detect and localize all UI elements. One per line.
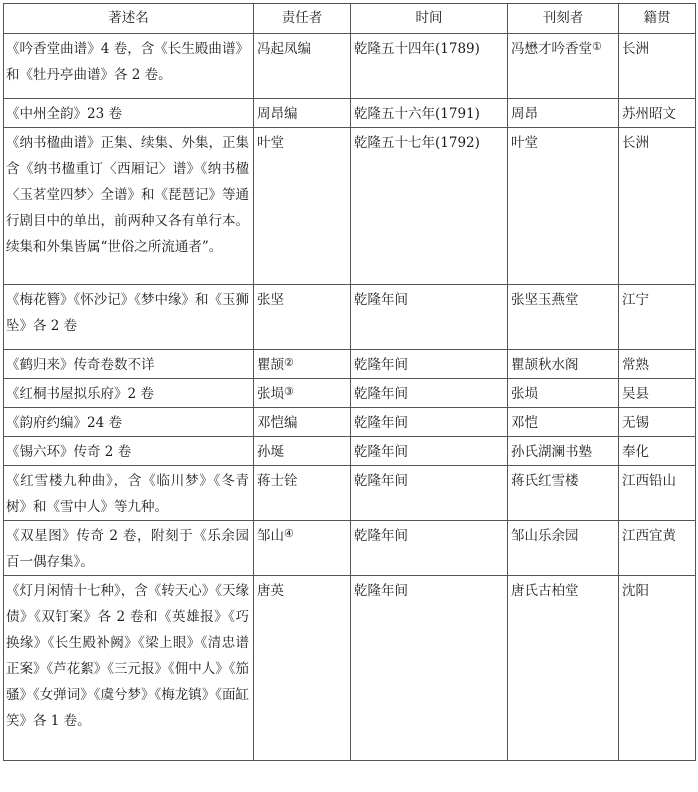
header-time: 时间 bbox=[351, 4, 508, 34]
footnote-mark: ① bbox=[592, 40, 602, 53]
cell-author: 叶堂 bbox=[254, 128, 351, 285]
cell-title: 《鹤归来》传奇卷数不详 bbox=[4, 350, 254, 379]
cell-author: 张坚 bbox=[254, 285, 351, 350]
cell-origin: 沈阳 bbox=[619, 576, 696, 761]
cell-engraver: 唐氏古柏堂 bbox=[508, 576, 619, 761]
cell-origin: 吴县 bbox=[619, 379, 696, 408]
cell-author: 唐英 bbox=[254, 576, 351, 761]
table-row bbox=[4, 350, 696, 379]
header-title: 著述名 bbox=[4, 4, 254, 34]
table-row bbox=[4, 521, 696, 576]
cell-engraver: 邹山乐余园 bbox=[508, 521, 619, 576]
cell-author: 邹山④ bbox=[254, 521, 351, 576]
cell-engraver: 冯懋才吟香堂① bbox=[508, 34, 619, 99]
cell-time: 乾隆年间 bbox=[351, 408, 508, 437]
cell-author: 张埙③ bbox=[254, 379, 351, 408]
cell-author: 周昂编 bbox=[254, 99, 351, 128]
cell-time: 乾隆五十四年(1789) bbox=[351, 34, 508, 99]
cell-time: 乾隆年间 bbox=[351, 466, 508, 521]
table-row bbox=[4, 437, 696, 466]
cell-time: 乾隆年间 bbox=[351, 285, 508, 350]
header-author: 责任者 bbox=[254, 4, 351, 34]
cell-origin: 苏州昭文 bbox=[619, 99, 696, 128]
cell-origin: 江西铅山 bbox=[619, 466, 696, 521]
cell-time: 乾隆年间 bbox=[351, 437, 508, 466]
cell-origin: 江宁 bbox=[619, 285, 696, 350]
cell-author: 蒋士铨 bbox=[254, 466, 351, 521]
cell-engraver: 瞿颉秋水阁 bbox=[508, 350, 619, 379]
table-row bbox=[4, 128, 696, 285]
cell-author: 孙埏 bbox=[254, 437, 351, 466]
table-row bbox=[4, 99, 696, 128]
footnote-mark: ④ bbox=[284, 527, 294, 540]
cell-title: 《红雪楼九种曲》，含《临川梦》《冬青树》和《雪中人》等九种。 bbox=[4, 466, 254, 521]
table-header-row bbox=[4, 4, 696, 34]
table-row bbox=[4, 408, 696, 437]
table-row bbox=[4, 285, 696, 350]
cell-title: 《梅花簪》《怀沙记》《梦中缘》和《玉狮坠》各 2 卷 bbox=[4, 285, 254, 350]
cell-title: 《韵府约编》24 卷 bbox=[4, 408, 254, 437]
footnote-mark: ③ bbox=[284, 385, 294, 398]
cell-origin: 长洲 bbox=[619, 34, 696, 99]
cell-author: 冯起凤编 bbox=[254, 34, 351, 99]
cell-time: 乾隆五十六年(1791) bbox=[351, 99, 508, 128]
cell-time: 乾隆年间 bbox=[351, 521, 508, 576]
cell-origin: 无锡 bbox=[619, 408, 696, 437]
cell-time: 乾隆年间 bbox=[351, 350, 508, 379]
cell-author: 邓恺编 bbox=[254, 408, 351, 437]
cell-engraver: 张坚玉燕堂 bbox=[508, 285, 619, 350]
footnote-mark: ② bbox=[284, 356, 294, 369]
cell-engraver: 蒋氏红雪楼 bbox=[508, 466, 619, 521]
publication-table bbox=[3, 3, 696, 761]
cell-author: 瞿颉② bbox=[254, 350, 351, 379]
table-row bbox=[4, 466, 696, 521]
header-engraver: 刊刻者 bbox=[508, 4, 619, 34]
table-row bbox=[4, 576, 696, 761]
cell-title: 《双星图》传奇 2 卷，附刻于《乐余园百一偶存集》。 bbox=[4, 521, 254, 576]
cell-time: 乾隆五十七年(1792) bbox=[351, 128, 508, 285]
cell-engraver: 叶堂 bbox=[508, 128, 619, 285]
header-origin: 籍贯 bbox=[619, 4, 696, 34]
cell-engraver: 周昂 bbox=[508, 99, 619, 128]
cell-title: 《纳书楹曲谱》正集、续集、外集，正集含《纳书楹重订〈西厢记〉谱》《纳书楹〈玉茗堂四梦〉全谱》和《琵琶记》等通行剧目中的单出，前两种又各有单行本。续集和外集皆属“世俗之所流通者”。 bbox=[4, 128, 254, 285]
cell-title: 《灯月闲情十七种》，含《转天心》《天缘债》《双钉案》各 2 卷和《英雄报》《巧换缘》《长生殿补阙》《梁上眼》《清忠谱正案》《芦花絮》《三元报》《佣中人》《笳骚》《女弹词》《虞兮梦》《梅龙镇》《面缸笑》各 1 卷。 bbox=[4, 576, 254, 761]
cell-title: 《锡六环》传奇 2 卷 bbox=[4, 437, 254, 466]
cell-origin: 常熟 bbox=[619, 350, 696, 379]
table-row bbox=[4, 379, 696, 408]
cell-title: 《中州全韵》23 卷 bbox=[4, 99, 254, 128]
cell-engraver: 孙氏湖澜书塾 bbox=[508, 437, 619, 466]
cell-origin: 江西宜黄 bbox=[619, 521, 696, 576]
table-row bbox=[4, 34, 696, 99]
cell-origin: 长洲 bbox=[619, 128, 696, 285]
cell-title: 《吟香堂曲谱》4 卷，含《长生殿曲谱》和《牡丹亭曲谱》各 2 卷。 bbox=[4, 34, 254, 99]
cell-engraver: 张埙 bbox=[508, 379, 619, 408]
cell-time: 乾隆年间 bbox=[351, 379, 508, 408]
cell-engraver: 邓恺 bbox=[508, 408, 619, 437]
cell-time: 乾隆年间 bbox=[351, 576, 508, 761]
cell-origin: 奉化 bbox=[619, 437, 696, 466]
cell-title: 《红桐书屋拟乐府》2 卷 bbox=[4, 379, 254, 408]
